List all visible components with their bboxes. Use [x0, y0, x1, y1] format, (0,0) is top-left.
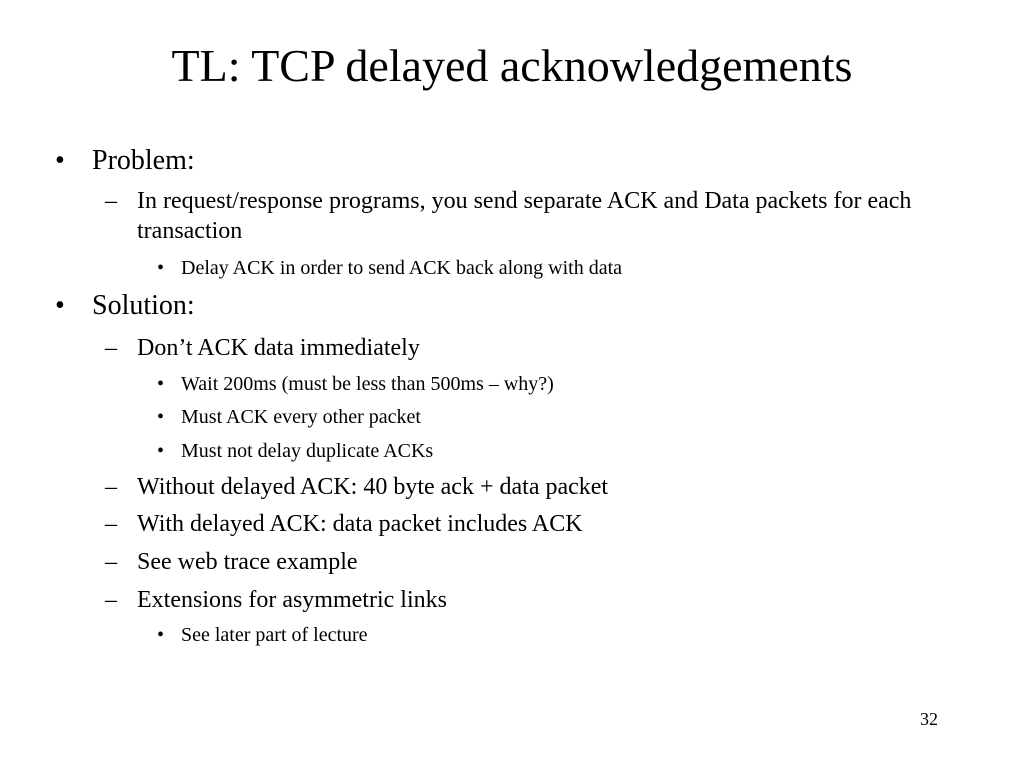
- dash-icon: –: [105, 335, 117, 361]
- bullet-text: Problem:: [92, 145, 195, 176]
- sub-item-without-delayed: [105, 472, 985, 502]
- sub-item-text: Don’t ACK data immediately: [137, 335, 420, 361]
- sub-item-request-response: [105, 186, 985, 246]
- bullet-icon: •: [157, 257, 165, 279]
- sub-item-text: In request/response programs, you send separate ACK and Data packets for each transaction: [137, 188, 912, 244]
- sub-item-text: With delayed ACK: data packet includes ACK: [137, 511, 583, 537]
- sub-item-with-delayed: [105, 509, 985, 539]
- dash-icon: –: [105, 474, 117, 500]
- sub-sub-item-text: Must ACK every other packet: [181, 406, 421, 428]
- page-number: 32: [920, 709, 938, 729]
- sub-item-extensions: [105, 585, 985, 615]
- bullet-icon: •: [55, 290, 65, 321]
- sub-item-dont-ack: [105, 333, 985, 363]
- bullet-icon: •: [157, 440, 165, 462]
- sub-item-text: Without delayed ACK: 40 byte ack + data packet: [137, 474, 609, 500]
- sub-sub-item-text: See later part of lecture: [181, 624, 368, 646]
- bullet-icon: •: [157, 406, 165, 428]
- dash-icon: –: [105, 188, 117, 214]
- dash-icon: –: [105, 549, 117, 575]
- sub-item-text: Extensions for asymmetric links: [137, 587, 447, 613]
- slide-title: TL: TCP delayed acknowledgements: [171, 40, 853, 91]
- bullet-icon: •: [157, 373, 165, 395]
- dash-icon: –: [105, 587, 117, 613]
- sub-item-text: See web trace example: [137, 549, 358, 575]
- sub-sub-item-text: Must not delay duplicate ACKs: [181, 440, 434, 462]
- sub-sub-item-text: Wait 200ms (must be less than 500ms – why?): [181, 373, 554, 395]
- dash-icon: –: [105, 511, 117, 537]
- sub-sub-item-text: Delay ACK in order to send ACK back along with data: [181, 257, 623, 279]
- sub-item-web-trace: [105, 547, 985, 577]
- bullet-icon: •: [157, 624, 165, 646]
- bullet-text: Solution:: [92, 290, 195, 321]
- bullet-icon: •: [55, 145, 65, 176]
